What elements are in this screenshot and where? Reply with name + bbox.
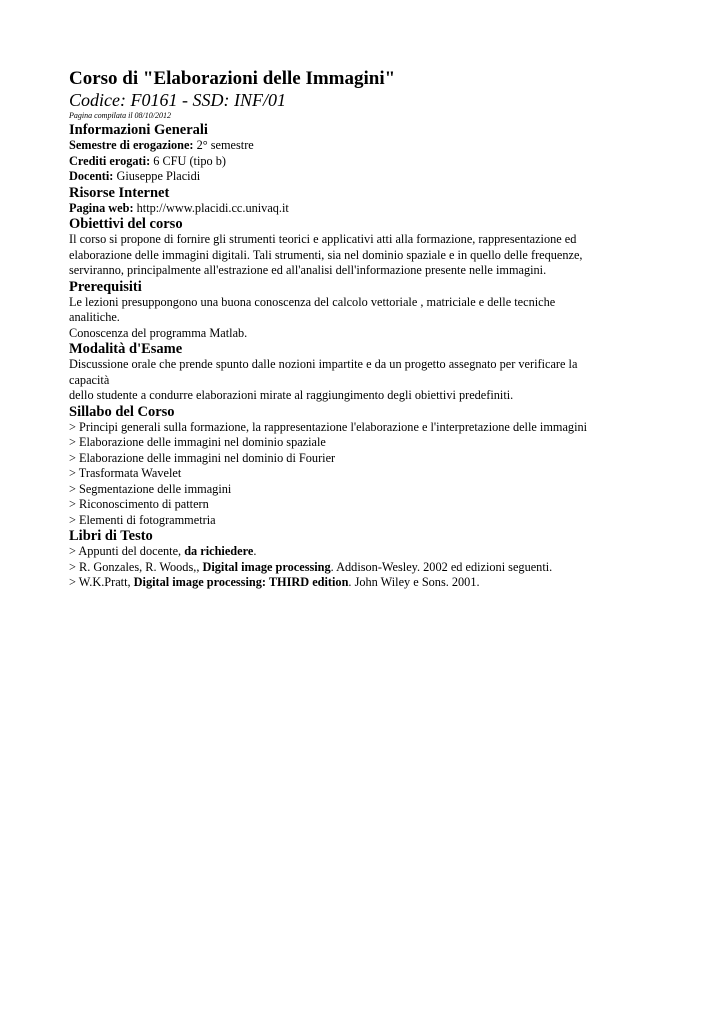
textbook-suffix: . (253, 544, 257, 558)
general-info-heading: Informazioni Generali (69, 122, 208, 138)
credits-value: 6 CFU (tipo b) (150, 153, 227, 168)
textbook-title: Digital image processing: THIRD edition (133, 575, 349, 589)
internet-resources-section (69, 185, 669, 217)
exam-heading: Modalità d'Esame (69, 341, 183, 357)
compiled-date: Pagina compilata il 08/10/2012 (69, 111, 171, 120)
teachers-value: Giuseppe Placidi (113, 169, 201, 183)
course-document (69, 68, 669, 591)
syllabus-item: > Elaborazione delle immagini nel dominio di Fourier (69, 450, 336, 465)
syllabus-item: > Principi generali sulla formazione, la rappresentazione l'elaborazione e l'interpretazione delle immagini (69, 419, 588, 434)
semester-line (69, 138, 669, 154)
text-line: Discussione orale che prende spunto dalle nozioni impartite e da un progetto assegnato per verificare la (69, 357, 578, 371)
syllabus-item: > Riconoscimento di pattern (69, 497, 209, 511)
exam-section (69, 341, 669, 404)
credits-line (69, 154, 669, 170)
credits-label: Crediti erogati: (69, 153, 151, 168)
textbook-title: Digital image processing (202, 559, 331, 574)
text-line: Le lezioni presuppongono una buona conoscenza del calcolo vettoriale , matriciale e delle tecniche (69, 294, 556, 309)
textbooks-section (69, 528, 669, 591)
text-line: capacità (69, 372, 110, 387)
text-line: elaborazione delle immagini digitali. Tali strumenti, sia nel dominio spaziale e in quello delle frequenze, (69, 247, 583, 262)
syllabus-section (69, 404, 669, 529)
course-code: Codice: F0161 - SSD: INF/01 (69, 90, 286, 110)
text-line: dello studente a condurre elaborazioni mirate al raggiungimento degli obiettivi predefiniti. (69, 388, 514, 402)
syllabus-item: > Elementi di fotogrammetria (69, 512, 216, 527)
textbook-prefix: > Appunti del docente, (69, 544, 185, 558)
textbook-title: da richiedere (184, 544, 254, 558)
textbook-prefix: > W.K.Pratt, (69, 575, 134, 589)
syllabus-item: > Segmentazione delle immagini (69, 481, 232, 496)
web-page-label: Pagina web: (69, 200, 134, 215)
syllabus-heading: Sillabo del Corso (69, 403, 175, 420)
prerequisites-text (69, 295, 669, 342)
textbook-prefix: > R. Gonzales, R. Woods,, (69, 559, 203, 574)
semester-label: Semestre di erogazione: (69, 138, 194, 152)
textbook-suffix: . Addison-Wesley. 2002 ed edizioni seguenti. (330, 559, 553, 574)
objectives-text (69, 232, 669, 279)
course-title: Corso di "Elaborazioni delle Immagini" (69, 68, 396, 89)
teachers-line (69, 169, 669, 185)
textbook-suffix: . John Wiley e Sons. 2001. (348, 575, 480, 589)
text-line: analitiche. (69, 310, 120, 324)
text-line: serviranno, principalmente all'estrazione ed all'analisi dell'informazione presente nelle immagini. (69, 263, 547, 277)
text-line: Il corso si propone di fornire gli strumenti teorici e applicativi atti alla formazione, rappresentazione ed (69, 232, 577, 246)
text-line: Conoscenza del programma Matlab. (69, 325, 248, 340)
general-info-section (69, 122, 669, 185)
objectives-heading: Obiettivi del corso (69, 216, 183, 232)
web-page-url[interactable]: http://www.placidi.cc.univaq.it (133, 200, 289, 215)
textbook-item (69, 560, 669, 576)
textbooks-heading: Libri di Testo (69, 528, 153, 544)
web-page-line (69, 201, 669, 217)
internet-resources-heading: Risorse Internet (69, 184, 170, 201)
semester-value: 2° semestre (193, 138, 254, 152)
prerequisites-heading: Prerequisiti (69, 278, 142, 295)
prerequisites-section (69, 279, 669, 342)
objectives-section (69, 216, 669, 279)
syllabus-item: > Trasformata Wavelet (69, 466, 182, 480)
textbook-item (69, 544, 669, 560)
exam-text (69, 357, 669, 404)
syllabus-item: > Elaborazione delle immagini nel dominio spaziale (69, 435, 326, 449)
teachers-label: Docenti: (69, 169, 114, 183)
textbook-item (69, 575, 669, 591)
